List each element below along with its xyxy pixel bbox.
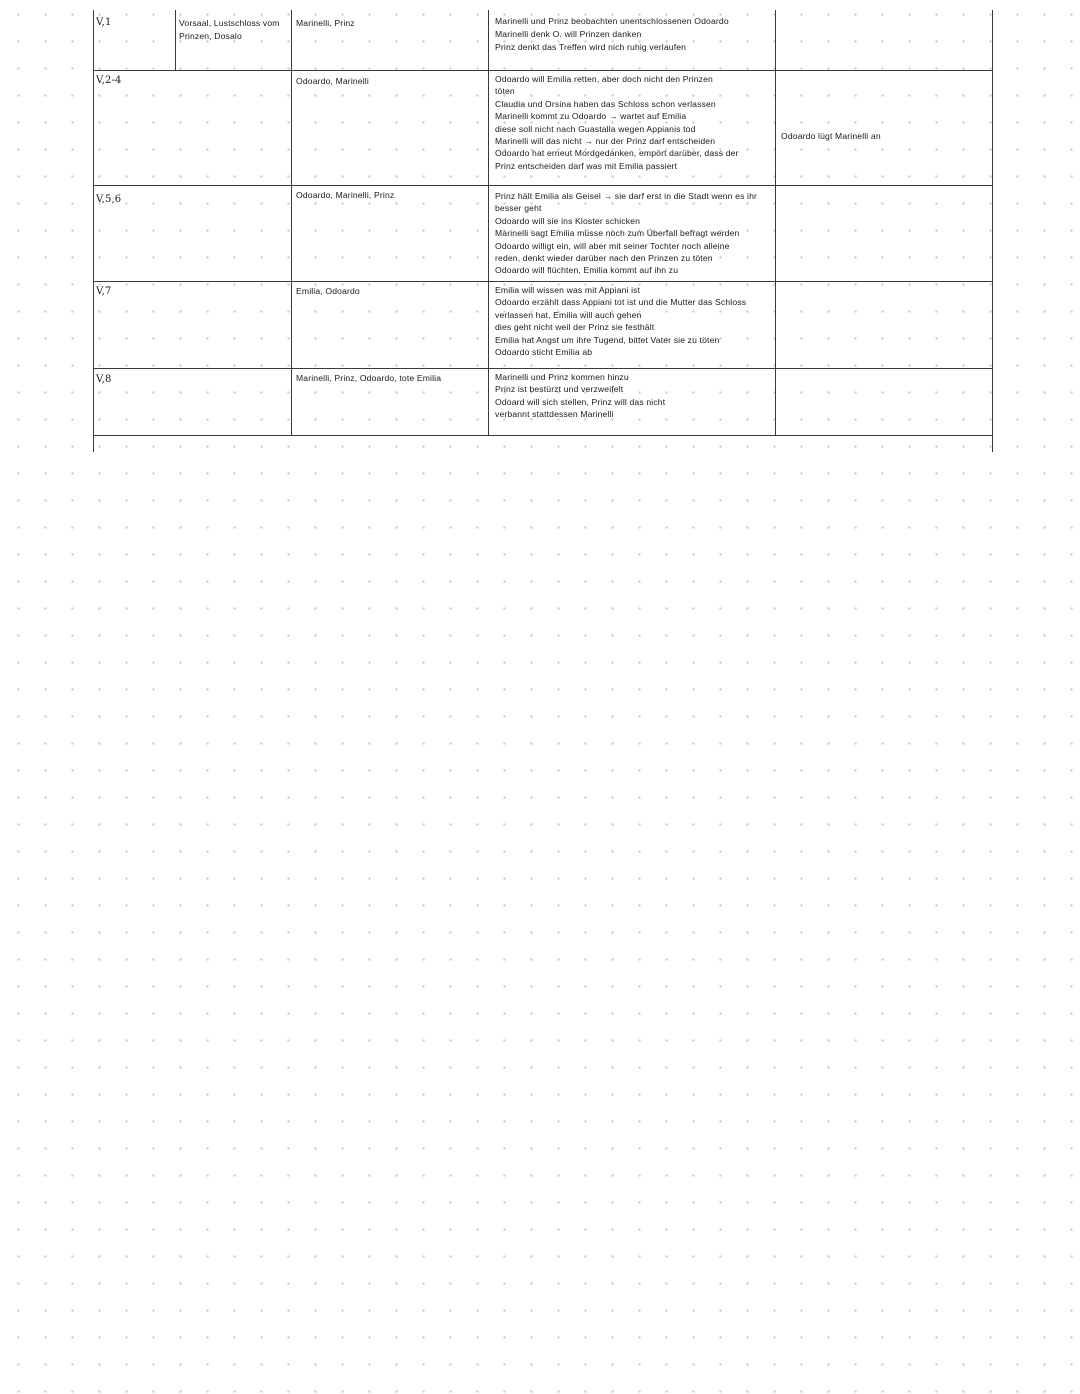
column-divider-3 xyxy=(291,10,292,435)
content-line: Prinz denkt das Treffen wird nich ruhig verlaufen xyxy=(495,42,687,53)
content-line: töten xyxy=(495,86,515,97)
act-scene-cell: V,2-4 xyxy=(96,75,122,86)
content-line: Odoard will sich stellen, Prinz will das nicht xyxy=(495,396,666,407)
content-line: Odoardo will flüchten, Emilia kommt auf ihn zu xyxy=(495,265,679,276)
row-divider-3 xyxy=(93,281,993,282)
content-line: Claudia und Orsina haben das Schloss schon verlassen xyxy=(495,98,716,109)
row-divider-1 xyxy=(93,70,993,71)
content-line: Odoardo erzählt dass Appiani tot ist und die Mutter das Schloss xyxy=(495,297,747,308)
content-line: Odoardo hat erneut Mordgedanken, empört darüber, dass der xyxy=(495,148,739,159)
content-line: Marinelli sagt Emilia müsse noch zum Überfall befragt werden xyxy=(495,228,740,239)
content-line: Marinelli will das nicht → nur der Prinz darf entscheiden xyxy=(495,136,716,147)
content-cell xyxy=(495,371,665,421)
persons-cell: Odoardo, Marinelli xyxy=(296,76,369,86)
content-cell xyxy=(495,190,757,277)
column-divider-4 xyxy=(488,10,489,435)
content-line: Prinz hält Emilia als Geisel → sie darf erst in die Stadt wenn es ihr xyxy=(495,191,758,201)
content-line: Prinz entscheiden darf was mit Emilia passiert xyxy=(495,160,678,171)
place-line: Vorsaal, Lustschloss vom xyxy=(179,18,280,28)
content-line: Emilia will wissen was mit Appiani ist xyxy=(495,285,641,295)
content-line: Marinelli kommt zu Odoardo → wartet auf Emilia xyxy=(495,111,687,122)
content-cell xyxy=(495,15,729,55)
persons-cell: Odoardo, Marinelli, Prinz xyxy=(296,190,395,200)
content-cell xyxy=(495,73,739,172)
content-line: Odoardo willigt ein, will aber mit seiner Tochter noch alleine xyxy=(495,240,730,251)
note-cell: Odoardo lügt Marinelli an xyxy=(781,131,881,141)
content-line: Odoardo will Emilia retten, aber doch nicht den Prinzen xyxy=(495,74,713,84)
content-line: verbannt stattdessen Marinelli xyxy=(495,409,614,420)
column-divider-5 xyxy=(775,10,776,435)
row-divider-2 xyxy=(93,185,993,186)
content-line: dies geht nicht weil der Prinz sie festhält xyxy=(495,322,655,333)
content-line: Prinz ist bestürzt und verzweifelt xyxy=(495,384,624,395)
act-scene-cell: V,1 xyxy=(96,17,112,28)
content-line: Marinelli und Prinz beobachten unentschlossenen Odoardo xyxy=(495,16,729,26)
row-divider-4 xyxy=(93,368,993,369)
column-divider-2 xyxy=(175,10,176,70)
column-divider-1 xyxy=(93,10,94,452)
content-line: Odoardo will sie ins Kloster schicken xyxy=(495,215,641,226)
content-line: besser geht xyxy=(495,203,542,214)
content-line: diese soll nicht nach Guastalla wegen Appianis tod xyxy=(495,123,696,134)
column-divider-6 xyxy=(992,10,993,452)
persons-cell: Marinelli, Prinz, Odoardo, tote Emilia xyxy=(296,373,442,383)
place-line: Prinzen, Dosalo xyxy=(179,31,242,42)
row-divider-5 xyxy=(93,435,993,436)
content-line: Marinelli denk O. will Prinzen danken xyxy=(495,29,642,40)
content-cell xyxy=(495,284,746,358)
act-scene-cell: V,7 xyxy=(96,286,112,297)
persons-cell: Emilia, Odoardo xyxy=(296,286,360,296)
content-line: Emilia hat Angst um ihre Tugend, bittet Vater sie zu töten xyxy=(495,334,720,345)
act-scene-cell: V,5,6 xyxy=(96,194,122,205)
persons-cell: Marinelli, Prinz xyxy=(296,18,355,28)
content-line: reden, denkt wieder darüber nach den Prinzen zu töten xyxy=(495,253,713,264)
content-line: verlassen hat, Emilia will auch gehen xyxy=(495,309,642,320)
content-line: Odoardo sticht Emilia ab xyxy=(495,347,593,358)
act-scene-cell: V,8 xyxy=(96,374,112,385)
content-line: Marinelli und Prinz kommen hinzu xyxy=(495,372,629,382)
place-cell xyxy=(179,17,280,43)
